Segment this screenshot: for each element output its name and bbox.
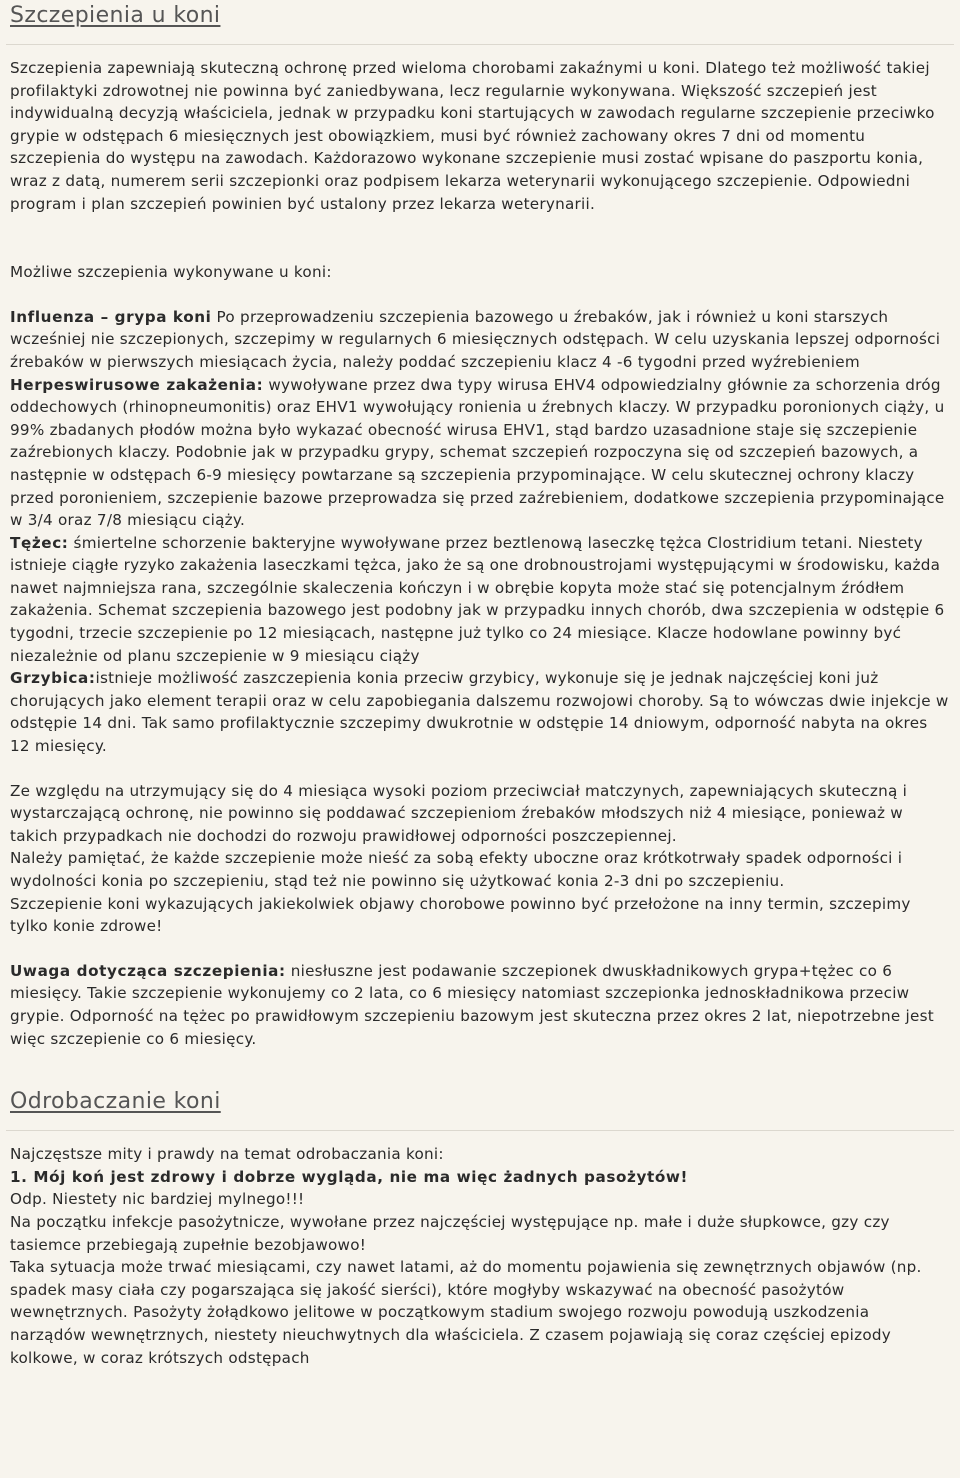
- deworming-paragraph-1: Na początku infekcje pasożytnicze, wywołane przez najczęściej występujące np. małe i duże słupkowce, gzy czy tasiemce przebiegają zupełnie bezobjawowo!: [10, 1212, 890, 1254]
- tetanus-label: Tężec:: [10, 533, 69, 552]
- sick-horses-paragraph: Szczepienie koni wykazujących jakiekolwiek objawy chorobowe powinno być przełożone na inny termin, szczepimy tylko konie zdrowe!: [10, 894, 911, 936]
- myth-1-text: 1. Mój koń jest zdrowy i dobrze wygląda, nie ma więc żadnych pasożytów!: [10, 1167, 689, 1186]
- deworming-divider: [6, 1130, 954, 1131]
- foal-age-paragraph: Ze względu na utrzymujący się do 4 miesiąca wysoki poziom przeciwciał matczynych, zapewniających skuteczną i wystarczającą ochronę, nie powinno się poddawać szczepieniom źrebaków młodszych niż 4 miesiące, ponieważ w takich przypadkach nie dochodzi do rozwoju prawidłowej odporności poszczepiennej.: [10, 781, 908, 845]
- herpes-paragraph: [10, 374, 950, 532]
- ringworm-paragraph: [10, 667, 950, 757]
- herpes-text: wywoływane przez dwa typy wirusa EHV4 odpowiedzialny głównie za schorzenia dróg oddechowych (rhinopneumonitis) oraz EHV1 wywołujący ronienia u źrebnych klaczy. W przypadku poronionych ciąży, u 99% zbadanych płodów można było wykazać obecność wirusa EHV1, stąd bardzo uzasadnione staje się szczepienie zaźrebionych klaczy. Podobnie jak w przypadku grypy, schemat szczepień rozpoczyna się od szczepień bazowych, a następnie w odstępach 6-9 miesięcy powtarzane są szczepienia przypominające. W celu skutecznej ochrony klaczy przed poronieniem, szczepienie bazowe przeprowadza się przed zaźrebieniem, dodatkowe szczepienia przypominające w 3/4 oraz 7/8 miesiącu ciąży.: [10, 375, 945, 530]
- herpes-label: Herpeswirusowe zakażenia:: [10, 375, 264, 394]
- tetanus-text: śmiertelne schorzenie bakteryjne wywoływane przez beztlenową laseczkę tężca Clostridium tetani. Niestety istnieje ciągłe ryzyko zakażenia laseczkami tężca, jako że są one drobnoustrojami występującymi w środowisku, każda nawet najmniejsza rana, szczególnie skaleczenia kończyn i w obrębie kopyta może stać się potencjalnym źródłem zakażenia. Schemat szczepienia bazowego jest podobny jak w przypadku innych chorób, dwa szczepienia w odstępie 6 tygodni, trzecie szczepienie po 12 miesiącach, następne już tylko co 24 miesiące. Klacze hodowlane powinny być niezależnie od planu szczepienie w 9 miesiącu ciąży: [10, 533, 945, 665]
- influenza-label: Influenza – grypa koni: [10, 307, 212, 326]
- ringworm-label: Grzybica:: [10, 669, 96, 688]
- answer-1: Odp. Niestety nic bardziej mylnego!!!: [10, 1190, 305, 1209]
- tetanus-paragraph: [10, 532, 950, 668]
- possible-vaccinations-heading: Możliwe szczepienia wykonywane u koni:: [10, 263, 332, 282]
- ringworm-text: istnieje możliwość zaszczepienia konia przeciw grzybicy, wykonuje się je jednak najczęściej koni już chorujących jako element terapii oraz w celu zapobiegania dalszemu rozwojowi choroby. Są to wówczas dwie injekcje w odstępie 14 dni. Tak samo profilaktycznie szczepimy dwukrotnie w odstępie 14 dniowym, odporność nabyta na okres 12 miesięcy.: [10, 669, 949, 756]
- side-effects-paragraph: Należy pamiętać, że każde szczepienie może nieść za sobą efekty uboczne oraz krótkotrwały spadek odporności i wydolności konia po szczepieniu, stąd też nie powinno się użytkować konia 2-3 dni po szczepieniu.: [10, 849, 903, 890]
- vaccination-note-paragraph: [10, 960, 950, 1050]
- deworming-section: [6, 1066, 954, 1369]
- vaccination-note-label: Uwaga dotycząca szczepienia:: [10, 961, 286, 980]
- document-page: [6, 0, 954, 1478]
- vaccination-note-text: niesłuszne jest podawanie szczepionek dwuskładnikowych grypa+tężec co 6 miesięcy. Takie szczepienie wykonujemy co 2 lata, co 6 miesięcy natomiast szczepionka jednoskładnikowa przeciw grypie. Odporność na tężec po prawidłowym szczepieniu bazowym jest skuteczna przez okres 2 lat, niepotrzebne jest więc szczepienie co 6 miesięcy.: [10, 961, 934, 1048]
- influenza-text: Po przeprowadzeniu szczepienia bazowego u źrebaków, jak i również u koni starszych wcześniej nie szczepionych, szczepimy w regularnych 6 miesięcznych odstępach. W celu uzyskania lepszej odporności źrebaków w pierwszych miesiącach życia, należy poddać szczepieniu klacz 4 -6 tygodni przed wyźrebieniem: [10, 307, 941, 371]
- deworming-intro: Najczęstsze mity i prawdy na temat odrobaczania koni:: [10, 1145, 444, 1164]
- myth-1: [10, 1166, 950, 1189]
- title-divider: [6, 44, 954, 45]
- vaccination-intro-paragraph: Szczepienia zapewniają skuteczną ochronę przed wieloma chorobami zakaźnymi u koni. Dlatego też możliwość takiej profilaktyki zdrowotnej nie powinna być zaniedbywana, lecz regularnie wykonywana. Większość szczepień jest indywidualną decyzją właściciela, jednak w przypadku koni startujących w zawodach regularne szczepienie przeciwko grypie w odstępach 6 miesięcznych jest obowiązkiem, musi być również zachowany okres 7 dni od momentu szczepienia do występu na zawodach. Każdorazowo wykonane szczepienie musi zostać wpisane do paszportu konia, wraz z datą, numerem serii szczepionki oraz podpisem lekarza weterynarii wykonującego szczepienie. Odpowiedni program i plan szczepień powinien być ustalony przez lekarza weterynarii.: [10, 59, 935, 213]
- section-title-deworming: Odrobaczanie koni: [10, 1089, 221, 1115]
- deworming-paragraph-2: Taka sytuacja może trwać miesiącami, czy nawet latami, aż do momentu pojawienia się zewnętrznych objawów (np. spadek masy ciała czy pogarszająca się jakość sierści), które mogłyby wskazywać na obecność pasożytów wewnętrznych. Pasożyty żołądkowo jelitowe w początkowym stadium swojego rozwoju powodują uszkodzenia narządów wewnętrznych, niestety nieuchwytnych dla właściciela. Z czasem pojawiają się coraz częściej epizody kolkowe, w coraz krótszych odstępach: [10, 1258, 922, 1367]
- section-title-vaccination: Szczepienia u koni: [10, 3, 221, 28]
- influenza-paragraph: [10, 306, 950, 374]
